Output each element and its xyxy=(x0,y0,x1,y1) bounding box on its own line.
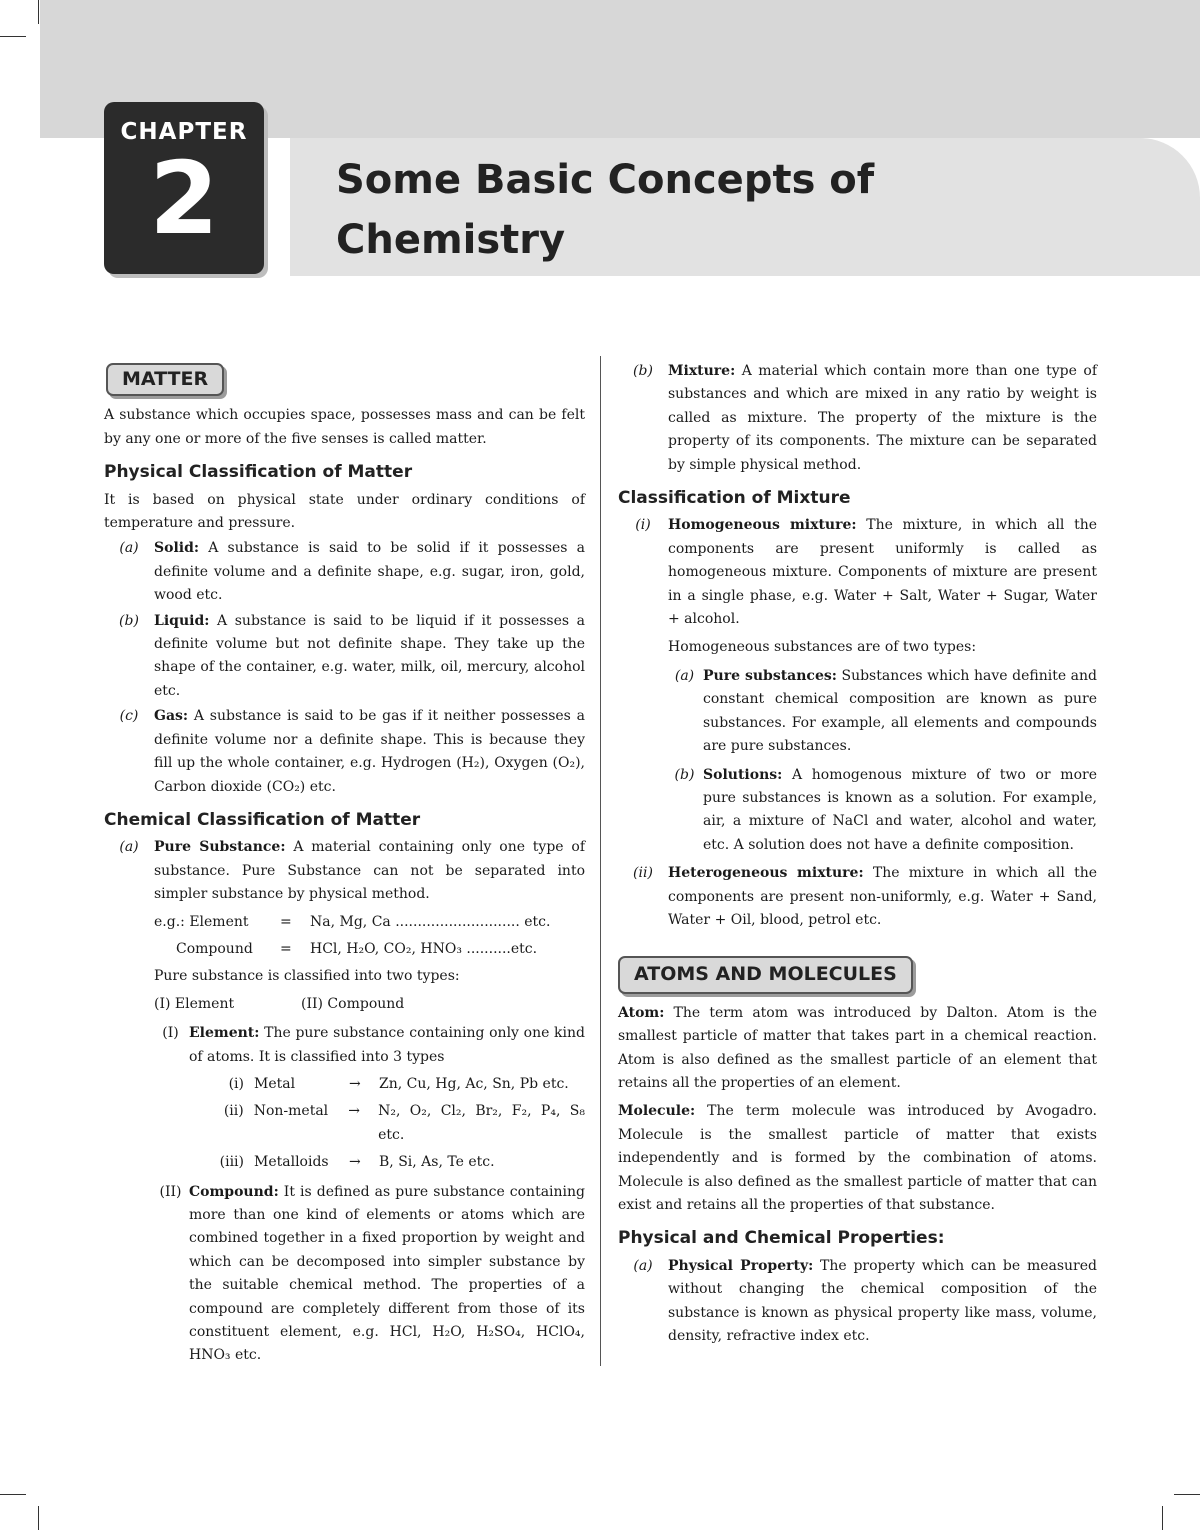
list-marker: (b) xyxy=(633,363,653,379)
heading-properties: Physical and Chemical Properties: xyxy=(618,1228,945,1249)
chapter-number: 2 xyxy=(149,140,219,257)
list-item xyxy=(104,836,585,906)
atom-paragraph xyxy=(618,1002,1097,1096)
crop-mark xyxy=(0,36,26,37)
types-row xyxy=(104,993,585,1016)
type-list: B, Si, As, Te etc. xyxy=(379,1154,495,1171)
molecule-text: The term molecule was introduced by Avogadro. Molecule is the smallest particle of matter that exists independently and is formed by the combination of atoms. Molecule is also defined as the smallest particle of matter that can exist and retains all the properties of that substance. xyxy=(618,1103,1097,1213)
term-liquid: Liquid: xyxy=(154,612,210,629)
crop-mark xyxy=(1162,1506,1163,1530)
column-divider xyxy=(600,356,601,1366)
heading-chemical-classification: Chemical Classification of Matter xyxy=(104,809,421,830)
crop-mark xyxy=(1174,1494,1200,1495)
term-molecule: Molecule: xyxy=(618,1103,696,1120)
arrow-icon: → xyxy=(348,1103,360,1120)
physical-intro: It is based on physical state under ordinary conditions of temperature and pressure. xyxy=(104,491,585,532)
arrow-icon: → xyxy=(349,1075,361,1092)
equals-sign: = xyxy=(280,940,292,957)
type-list: Zn, Cu, Hg, Ac, Sn, Pb etc. xyxy=(379,1075,569,1092)
example-value: HCl, H₂O, CO₂, HNO₃ ..........etc. xyxy=(310,940,538,957)
type-list: N₂, O₂, Cl₂, Br₂, F₂, P₄, S₈ etc. xyxy=(378,1103,585,1143)
list-item xyxy=(618,360,1097,477)
term-gas: Gas: xyxy=(154,708,189,725)
pure-substances-text: Substances which have definite and constant chemical composition are known as pure substances. For example, all elements and compounds are pure substances. xyxy=(703,667,1098,755)
list-marker: (b) xyxy=(119,612,139,629)
two-types-text: Pure substance is classified into two types: xyxy=(154,968,460,985)
term-solid: Solid: xyxy=(154,540,200,557)
element-text: The pure substance containing only one kind of atoms. It is classified into 3 types xyxy=(189,1025,585,1065)
section-tag-atoms-molecules: ATOMS AND MOLECULES xyxy=(618,956,913,993)
type-element: (I) Element xyxy=(154,995,235,1012)
list-item xyxy=(152,1022,585,1069)
list-marker: (iii) xyxy=(219,1154,244,1171)
list-item xyxy=(666,665,1097,759)
list-item xyxy=(152,1181,585,1368)
list-marker: (i) xyxy=(228,1075,244,1092)
page-title-line2: Chemistry xyxy=(336,217,566,263)
list-item xyxy=(618,1255,1097,1349)
arrow-icon: → xyxy=(349,1154,361,1171)
solutions-text: A homogenous mixture of two or more pure substances is known as a solution. For example, air, a mixture of NaCl and water, alcohol and water, etc. A solution does not have a definite composition. xyxy=(703,766,1097,853)
crop-mark xyxy=(38,0,39,24)
heading-physical-classification: Physical Classification of Matter xyxy=(104,462,413,483)
section-tag-matter: MATTER xyxy=(106,363,224,396)
term-solutions: Solutions: xyxy=(703,766,783,783)
chapter-label: CHAPTER xyxy=(120,119,248,145)
page-title-line1: Some Basic Concepts of xyxy=(336,157,875,203)
type-compound: (II) Compound xyxy=(301,995,405,1012)
list-marker: (I) xyxy=(162,1025,179,1042)
list-item xyxy=(618,862,1097,932)
example-row xyxy=(104,911,585,934)
term-pure-substance: Pure Substance: xyxy=(154,839,286,856)
list-marker: (a) xyxy=(633,1257,653,1274)
type-name: Metalloids xyxy=(254,1154,329,1171)
gas-text: A substance is said to be gas if it neither possesses a definite volume nor a definite shape. This is because they fill up the whole container, e.g. Hydrogen (H₂), Oxygen (O₂), Carbon dioxide (CO₂) etc. xyxy=(154,708,585,795)
list-item xyxy=(666,764,1097,858)
type-name: Non-metal xyxy=(253,1103,329,1120)
homogeneous-types-text: Homogeneous substances are of two types: xyxy=(668,639,977,656)
list-marker: (b) xyxy=(674,766,695,783)
heterogeneous-text: The mixture in which all the components are present non-uniformly, e.g. Water + Sand, Water + Oil, blood, petrol etc. xyxy=(668,865,1097,928)
homogeneous-text: The mixture, in which all the components are present uniformly is called as homogeneous mixture. Components of mixture are present in a single phase, e.g. Water + Salt, Water + Sugar, Water + alcohol. xyxy=(668,517,1097,628)
term-mixture: Mixture: xyxy=(668,363,736,379)
list-item xyxy=(618,514,1097,631)
term-homogeneous: Homogeneous mixture: xyxy=(668,517,857,534)
term-element: Element: xyxy=(189,1025,260,1042)
compound-text: It is defined as pure substance containing more than one kind of elements or atoms which are combined together in a fixed proportion by weight and which can be decomposed into simpler substance by the suitable chemical method. The properties of a compound are completely different from those of its constituent element, e.g. HCl, H₂O, H₂SO₄, HClO₄, HNO₃ etc. xyxy=(189,1183,585,1364)
crop-mark xyxy=(0,1494,26,1495)
term-physical-property: Physical Property: xyxy=(668,1257,814,1274)
list-marker: (ii) xyxy=(223,1103,244,1120)
page-title xyxy=(336,150,874,270)
term-compound: Compound: xyxy=(189,1183,279,1200)
list-marker: (a) xyxy=(674,667,695,684)
term-pure-substances: Pure substances: xyxy=(703,667,837,684)
list-marker: (a) xyxy=(119,540,139,557)
term-atom: Atom: xyxy=(618,1004,665,1021)
element-type-row xyxy=(189,1151,585,1174)
list-item xyxy=(104,705,585,799)
example-value: Na, Mg, Ca ............................ etc. xyxy=(310,913,551,930)
example-label: Compound xyxy=(176,940,253,957)
equals-sign: = xyxy=(280,913,292,930)
element-type-row xyxy=(189,1073,585,1096)
molecule-paragraph xyxy=(618,1100,1097,1217)
matter-definition: A substance which occupies space, possesses mass and can be felt by any one or more of the five senses is called matter. xyxy=(104,407,585,447)
element-type-row xyxy=(189,1100,585,1147)
example-label: e.g.: Element xyxy=(154,913,249,930)
solid-text: A substance is said to be solid if it possesses a definite volume and a definite shape, e.g. sugar, iron, gold, wood etc. xyxy=(154,540,585,604)
crop-mark xyxy=(38,1506,39,1530)
list-item xyxy=(104,537,585,607)
list-marker: (ii) xyxy=(633,865,653,882)
list-marker: (II) xyxy=(159,1183,182,1200)
mixture-text: A material which contain more than one type of substances and which are mixed in any ratio by weight is called as mixture. The property of the mixture is the property of its components. The mixture can be separated by simple physical method. xyxy=(668,363,1097,473)
left-column xyxy=(104,360,585,1368)
heading-classification-mixture: Classification of Mixture xyxy=(618,488,851,509)
right-column xyxy=(618,360,1097,1348)
pure-substance-text: A material containing only one type of substance. Pure Substance can not be separated into simpler substance by physical method. xyxy=(154,839,586,903)
chapter-box xyxy=(104,102,264,274)
list-marker: (c) xyxy=(119,708,139,725)
example-row xyxy=(104,938,585,961)
list-item xyxy=(104,610,585,704)
term-heterogeneous: Heterogeneous mixture: xyxy=(668,865,864,882)
liquid-text: A substance is said to be liquid if it possesses a definite volume but not definite shape. They take up the shape of the container, e.g. water, milk, oil, mercury, alcohol etc. xyxy=(154,612,585,699)
type-name: Metal xyxy=(254,1075,296,1092)
atom-text: The term atom was introduced by Dalton. Atom is the smallest particle of matter that takes part in a chemical reaction. Atom is also defined as the smallest particle of an element that retains all the properties of an element. xyxy=(618,1004,1097,1091)
physical-property-text: The property which can be measured without changing the chemical composition of the substance is known as physical property like mass, volume, density, refractive index etc. xyxy=(668,1257,1097,1345)
list-marker: (i) xyxy=(635,517,651,534)
list-marker: (a) xyxy=(119,839,139,856)
